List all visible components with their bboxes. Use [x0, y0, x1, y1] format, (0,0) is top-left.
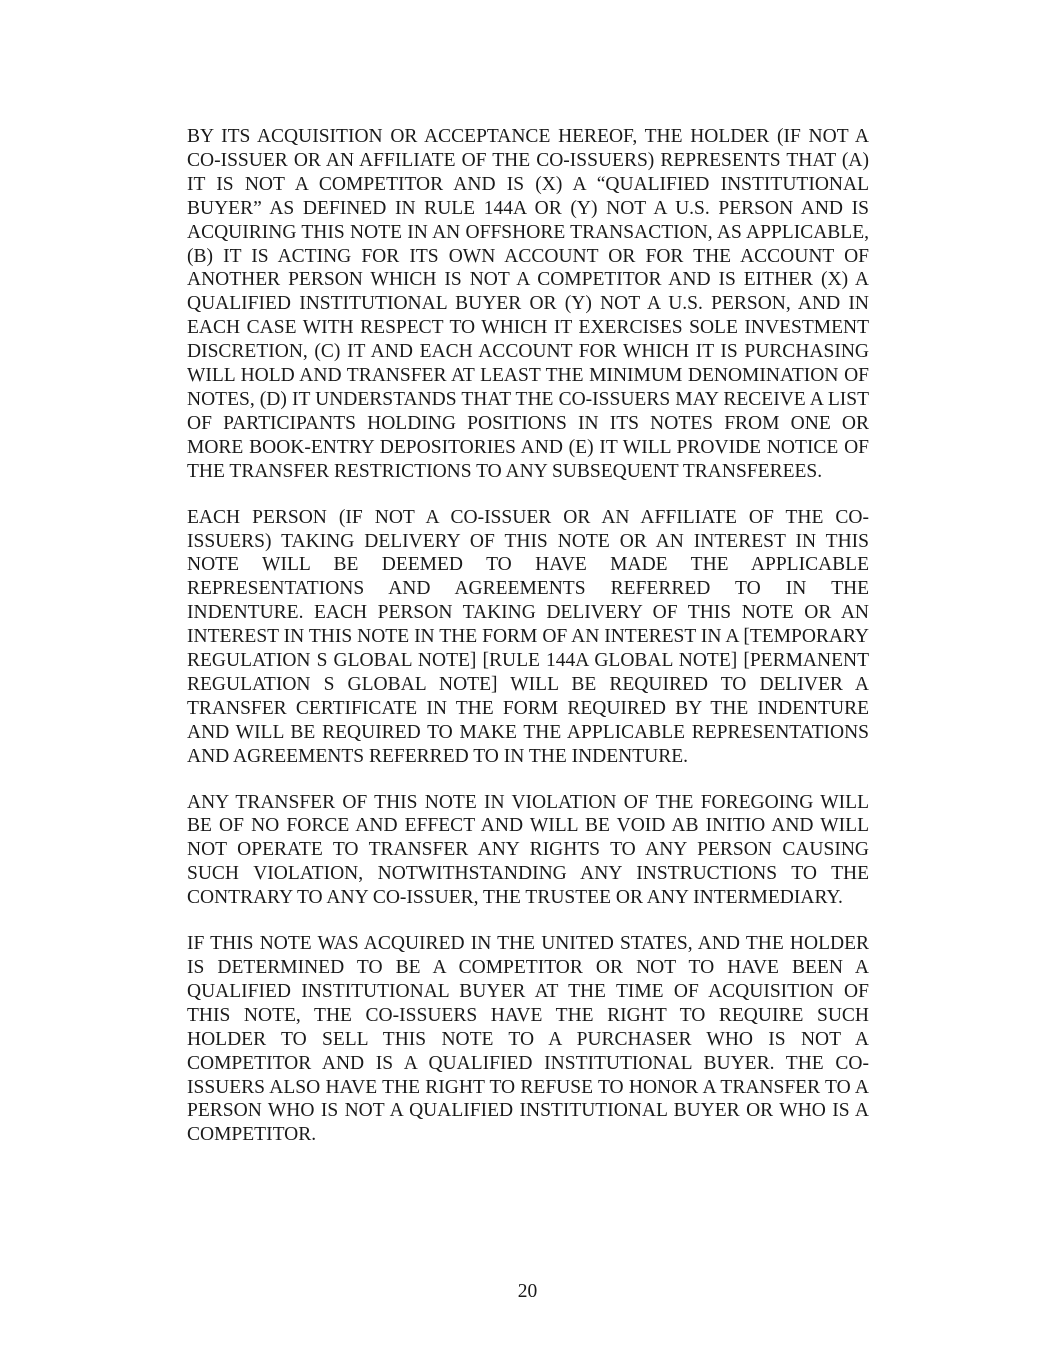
paragraph-deemed-representations: EACH PERSON (IF NOT A CO-ISSUER OR AN AFFILIATE OF THE CO-ISSUERS) TAKING DELIVERY OF THIS NOTE OR AN INTEREST IN THIS NOTE WILL BE DEEMED TO HAVE MADE THE APPLICABLE REPRESENTATIONS AND AGREEMENTS REFERRED TO IN THE INDENTURE. EACH PERSON TAKING DELIVERY OF THIS NOTE OR AN INTEREST IN THIS NOTE IN THE FORM OF AN INTEREST IN A [TEMPORARY REGULATION S GLOBAL NOTE] [RULE 144A GLOBAL NOTE] [PERMANENT REGULATION S GLOBAL NOTE] WILL BE REQUIRED TO DELIVER A TRANSFER CERTIFICATE IN THE FORM REQUIRED BY THE INDENTURE AND WILL BE REQUIRED TO MAKE THE APPLICABLE REPRESENTATIONS AND AGREEMENTS REFERRED TO IN THE INDENTURE. [187, 506, 869, 767]
document-body [187, 125, 869, 1169]
paragraph-acquisition-representations: BY ITS ACQUISITION OR ACCEPTANCE HEREOF, THE HOLDER (IF NOT A CO-ISSUER OR AN AFFILIATE OF THE CO-ISSUERS) REPRESENTS THAT (A) IT IS NOT A COMPETITOR AND IS (X) A “QUALIFIED INSTITUTIONAL BUYER” AS DEFINED IN RULE 144A OR (Y) NOT A U.S. PERSON AND IS ACQUIRING THIS NOTE IN AN OFFSHORE TRANSACTION, AS APPLICABLE, (B) IT IS ACTING FOR ITS OWN ACCOUNT OR FOR THE ACCOUNT OF ANOTHER PERSON WHICH IS NOT A COMPETITOR AND IS EITHER (X) A QUALIFIED INSTITUTIONAL BUYER OR (Y) NOT A U.S. PERSON, AND IN EACH CASE WITH RESPECT TO WHICH IT EXERCISES SOLE INVESTMENT DISCRETION, (C) IT AND EACH ACCOUNT FOR WHICH IT IS PURCHASING WILL HOLD AND TRANSFER AT LEAST THE MINIMUM DENOMINATION OF NOTES, (D) IT UNDERSTANDS THAT THE CO-ISSUERS MAY RECEIVE A LIST OF PARTICIPANTS HOLDING POSITIONS IN ITS NOTES FROM ONE OR MORE BOOK-ENTRY DEPOSITORIES AND (E) IT WILL PROVIDE NOTICE OF THE TRANSFER RESTRICTIONS TO ANY SUBSEQUENT TRANSFEREES. [187, 126, 869, 482]
page-number: 20 [517, 1281, 538, 1302]
paragraph-forced-sale-right: IF THIS NOTE WAS ACQUIRED IN THE UNITED STATES, AND THE HOLDER IS DETERMINED TO BE A COMPETITOR OR NOT TO HAVE BEEN A QUALIFIED INSTITUTIONAL BUYER AT THE TIME OF ACQUISITION OF THIS NOTE, THE CO-ISSUERS HAVE THE RIGHT TO REQUIRE SUCH HOLDER TO SELL THIS NOTE TO A PURCHASER WHO IS NOT A COMPETITOR AND IS A QUALIFIED INSTITUTIONAL BUYER. THE CO-ISSUERS ALSO HAVE THE RIGHT TO REFUSE TO HONOR A TRANSFER TO A PERSON WHO IS NOT A QUALIFIED INSTITUTIONAL BUYER OR WHO IS A COMPETITOR. [187, 933, 869, 1146]
paragraph-void-transfer: ANY TRANSFER OF THIS NOTE IN VIOLATION OF THE FOREGOING WILL BE OF NO FORCE AND EFFECT AND WILL BE VOID AB INITIO AND WILL NOT OPERATE TO TRANSFER ANY RIGHTS TO ANY PERSON CAUSING SUCH VIOLATION, NOTWITHSTANDING ANY INSTRUCTIONS TO THE CONTRARY TO ANY CO-ISSUER, THE TRUSTEE OR ANY INTERMEDIARY. [187, 791, 869, 909]
